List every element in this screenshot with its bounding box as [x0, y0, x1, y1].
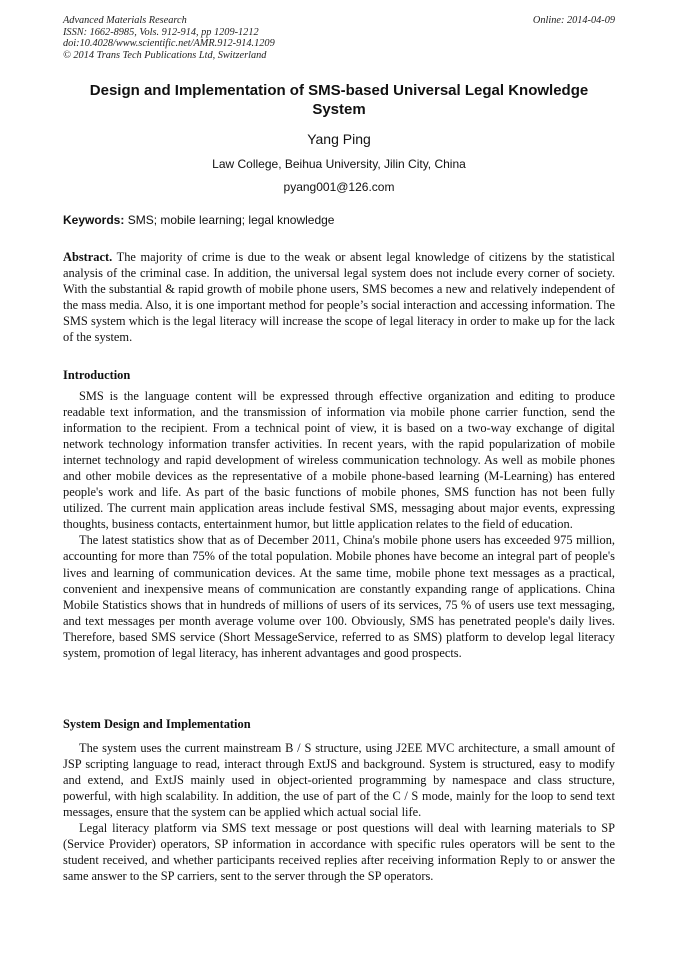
paragraph: The latest statistics show that as of December 2011, China's mobile phone users has exceeded 975 million, accounting for more than 75% of the total population. Mobile phones have become an integral part of people's lives and learning of communication devices. At the same time, mobile phone text messages as a practical, convenient and inexpensive means of communication are constantly expanding range of applications. China Mobile Statistics shows that in hundreds of millions of users of its services, 75 % of users use text messaging, and text messages per month average volume over 100. Obviously, SMS has penetrated people's daily lives. Therefore, based SMS service (Short MessageService, referred to as SMS) platform to develop legal literacy system, promotion of legal literacy, has inherent advantages and good prospects.	[63, 533, 615, 660]
doi-line: doi:10.4028/www.scientific.net/AMR.912-914.1209	[63, 38, 275, 50]
keywords-line	[63, 213, 615, 227]
paragraph: Legal literacy platform via SMS text message or post questions will deal with learning materials to SP (Service Provider) operators, SP information in accordance with specific rules operators will be sent to the student received, and whether participants received replies after receiving information Reply to or answer the same answer to the SP carriers, sent to the server through the SP operators.	[63, 821, 615, 884]
section-heading-introduction: Introduction	[63, 368, 131, 382]
author-email: pyang001@126.com	[283, 180, 395, 194]
paragraph: The system uses the current mainstream B / S structure, using J2EE MVC architecture, a small amount of JSP scripting language to read, interact through ExtJS and background. System is structured, easy to modify and extend, and ExtJS mainly used in object-oriented programming by namespace and class structure, powerful, with high scalability. In addition, the use of part of the C / S mode, mainly for the loop to send text messages, ensure that the system can be applied which actual social life.	[63, 741, 615, 820]
author-name: Yang Ping	[307, 131, 371, 147]
abstract-label: Abstract.	[63, 250, 113, 264]
copyright-line: © 2014 Trans Tech Publications Ltd, Switzerland	[63, 49, 267, 61]
abstract	[63, 249, 615, 345]
journal-name: Advanced Materials Research	[63, 15, 187, 26]
journal-header	[63, 15, 615, 61]
introduction-body	[63, 388, 615, 661]
abstract-text: The majority of crime is due to the weak or absent legal knowledge of citizens by the statistical analysis of the criminal case. In addition, the universal legal system does not include every corner of society. With the substantial & rapid growth of mobile phone users, SMS becomes a new and relatively independent of the mass media. Also, it is one important method for people’s social interaction and accessing information. The SMS system which is the legal literacy will increase the scope of legal literacy in order to make up for the lack of the system.	[63, 250, 615, 345]
author-affiliation: Law College, Beihua University, Jilin City, China	[212, 157, 466, 171]
system-design-body	[63, 740, 615, 884]
keywords-text: SMS; mobile learning; legal knowledge	[124, 213, 335, 227]
keywords-label: Keywords:	[63, 213, 125, 227]
paragraph: SMS is the language content will be expressed through effective organization and editing to produce readable text information, and the transmission of information via mobile phone carrier function, send the information to the recipient. From a technical point of view, it is based on a two-way exchange of digital network technology information transfer activities. In recent years, with the rapid popularization of mobile internet technology and rapid development of wireless communication technology. As well as mobile phones and other mobile devices as the representative of a mobile phone-based learning (M-Learning) has entered people's work and life. As part of the basic functions of mobile phones, SMS function has not been fully utilized. The current main application areas include festival SMS, messaging about major events, expressing thoughts, business contacts, entertainment humor, but little application relates to the field of education.	[63, 389, 615, 532]
online-date: Online: 2014-04-09	[532, 15, 615, 26]
section-heading-system-design: System Design and Implementation	[63, 717, 251, 731]
paper-title: Design and Implementation of SMS-based Universal Legal Knowledge System	[89, 82, 589, 118]
issn-line: ISSN: 1662-8985, Vols. 912-914, pp 1209-1212	[63, 26, 259, 38]
